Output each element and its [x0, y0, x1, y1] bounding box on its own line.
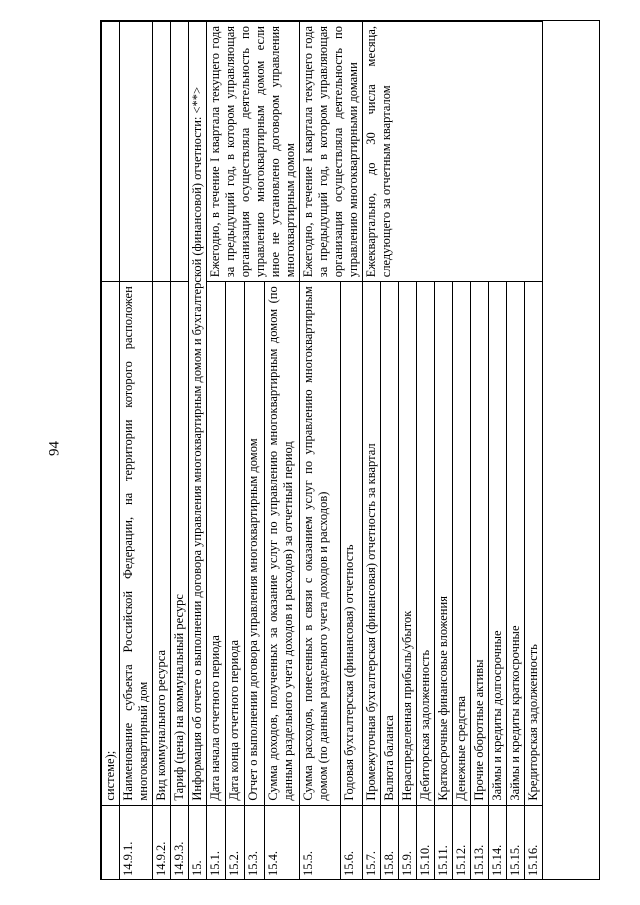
row-number-cell: 15.10. [417, 805, 435, 880]
table-row [153, 22, 171, 881]
row-name-cell: Информация об отчете о выполнении договора управления многоквартирным домом и бухгалтерской (финансовой) отчетности: <**> [189, 22, 207, 806]
row-number-cell: 15.14. [489, 805, 507, 880]
row-number-cell: 15.7. [363, 805, 381, 880]
row-number-cell: 14.9.1. [120, 805, 153, 880]
row-name-cell: Дебиторская задолженность [417, 282, 435, 805]
row-number-cell: 15.16. [525, 805, 543, 880]
row-frequency-cell: Ежеквартально, до 30 числа месяца, следующего за отчетным кварталом [363, 22, 543, 282]
row-number-cell: 15. [189, 805, 207, 880]
row-name-cell: Сумма расходов, понесенных в связи с оказанием услуг по управлению многоквартирным домом (по данным раздельного учета доходов и расходов) [300, 282, 341, 805]
row-name-cell: Кредиторская задолженность [525, 282, 543, 805]
row-frequency-cell [153, 22, 171, 282]
table-row [207, 22, 226, 881]
table-row [102, 22, 120, 881]
row-name-cell: системе); [102, 282, 120, 805]
row-number-cell: 15.13. [471, 805, 489, 880]
row-name-cell: Валюта баланса [381, 282, 399, 805]
row-number-cell: 15.4. [264, 805, 299, 880]
row-name-cell: Промежуточная бухгалтерская (финансовая) отчетность за квартал [363, 282, 381, 805]
row-name-cell: Краткосрочные финансовые вложения [435, 282, 453, 805]
table-row [300, 22, 341, 881]
row-number-cell: 15.2. [226, 805, 245, 880]
row-name-cell: Отчет о выполнении договора управления многоквартирным домом [245, 282, 264, 805]
row-name-cell: Займы и кредиты краткосрочные [507, 282, 525, 805]
row-name-cell: Дата начала отчетного периода [207, 282, 226, 805]
row-name-cell: Дата конца отчетного периода [226, 282, 245, 805]
table-body [102, 22, 543, 881]
table-row [120, 22, 153, 881]
row-frequency-cell: Ежегодно, в течение I квартала текущего года за предыдущий год, в котором управляющая организация осуществляла деятельность по управлению многоквартирным домом если иное не установлено договором управления многоквартирным домом [207, 22, 300, 282]
disclosure-table [101, 21, 543, 880]
row-name-cell: Сумма доходов, полученных за оказание услуг по управлению многоквартирным домом (по данным раздельного учета доходов и расходов) за отчетный период [264, 282, 299, 805]
row-name-cell: Нераспределенная прибыль/убыток [399, 282, 417, 805]
row-frequency-cell [120, 22, 153, 282]
row-number-cell: 15.3. [245, 805, 264, 880]
row-name-cell: Займы и кредиты долгосрочные [489, 282, 507, 805]
row-number-cell: 15.1. [207, 805, 226, 880]
rotated-table-container [101, 21, 600, 880]
row-number-cell: 15.8. [381, 805, 399, 880]
row-number-cell: 15.12. [453, 805, 471, 880]
row-number-cell: 15.9. [399, 805, 417, 880]
row-number-cell [102, 805, 120, 880]
row-number-cell: 15.11. [435, 805, 453, 880]
table-row [363, 22, 381, 881]
table-row [171, 22, 189, 881]
disclosure-table-frame [100, 20, 600, 880]
row-name-cell: Годовая бухгалтерская (финансовая) отчетность [340, 282, 362, 805]
page-number: 94 [46, 441, 63, 456]
row-name-cell: Денежные средства [453, 282, 471, 805]
row-number-cell: 15.15. [507, 805, 525, 880]
table-row [189, 22, 207, 881]
row-number-cell: 15.5. [300, 805, 341, 880]
row-frequency-cell [102, 22, 120, 282]
row-number-cell: 14.9.2. [153, 805, 171, 880]
row-name-cell: Тариф (цена) на коммунальный ресурс [171, 282, 189, 805]
row-frequency-cell: Ежегодно, в течение I квартала текущего года за предыдущий год, в котором управляющая организация осуществляла деятельность по управлению многоквартирными домами [300, 22, 363, 282]
row-frequency-cell [171, 22, 189, 282]
row-name-cell: Прочие оборотные активы [471, 282, 489, 805]
row-number-cell: 15.6. [340, 805, 362, 880]
row-name-cell: Наименование субъекта Российской Федерации, на территории которого расположен многоквартирный дом [120, 282, 153, 805]
row-name-cell: Вид коммунального ресурса [153, 282, 171, 805]
row-number-cell: 14.9.3. [171, 805, 189, 880]
